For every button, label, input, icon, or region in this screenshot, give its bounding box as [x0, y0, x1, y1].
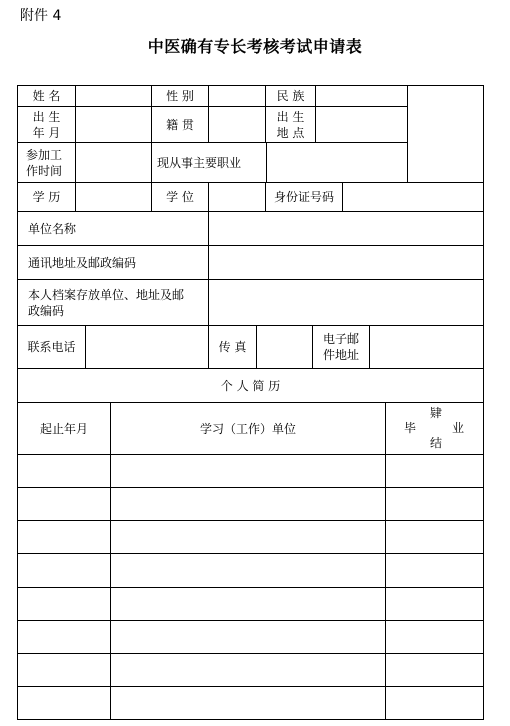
- resume-cell-unit[interactable]: [110, 520, 386, 554]
- resume-cell-status[interactable]: [385, 653, 484, 687]
- resume-cell-unit[interactable]: [110, 487, 386, 521]
- resume-cell-unit[interactable]: [110, 454, 386, 488]
- employer-field[interactable]: [208, 211, 484, 246]
- birthplace-label: 出 生 地 点: [265, 106, 316, 143]
- resume-cell-period[interactable]: [17, 520, 111, 554]
- resume-cell-status[interactable]: [385, 620, 484, 654]
- email-field[interactable]: [369, 325, 484, 369]
- birth-date-label: 出 生 年 月: [17, 106, 76, 143]
- archive-field[interactable]: [208, 279, 484, 326]
- ethnicity-label: 民 族: [265, 85, 316, 107]
- id-number-field[interactable]: [342, 182, 484, 212]
- degree-label: 学 位: [151, 182, 209, 212]
- email-label: 电子邮 件地址: [312, 325, 370, 369]
- current-job-field[interactable]: [266, 142, 408, 183]
- resume-cell-status[interactable]: [385, 520, 484, 554]
- resume-cell-unit[interactable]: [110, 553, 386, 588]
- resume-cell-status[interactable]: [385, 487, 484, 521]
- resume-cell-status[interactable]: [385, 454, 484, 488]
- photo-area: [407, 85, 484, 183]
- current-job-label: 现从事主要职业: [151, 142, 267, 183]
- birthplace-field[interactable]: [315, 106, 408, 143]
- resume-col-status: 肄 毕 业 结: [385, 402, 484, 455]
- resume-cell-status[interactable]: [385, 553, 484, 588]
- resume-cell-unit[interactable]: [110, 587, 386, 621]
- work-start-label: 参加工 作时间: [17, 142, 76, 183]
- resume-col-period: 起止年月: [17, 402, 111, 455]
- origin-field[interactable]: [208, 106, 266, 143]
- phone-field[interactable]: [85, 325, 209, 369]
- id-number-label: 身份证号码: [265, 182, 343, 212]
- origin-label: 籍 贯: [151, 106, 209, 143]
- phone-label: 联系电话: [17, 325, 86, 369]
- form-title: 中医确有专长考核考试申请表: [147, 37, 363, 56]
- education-field[interactable]: [75, 182, 152, 212]
- resume-cell-unit[interactable]: [110, 653, 386, 687]
- archive-label: 本人档案存放单位、地址及邮 政编码: [17, 279, 209, 326]
- resume-cell-period[interactable]: [17, 686, 111, 720]
- resume-cell-period[interactable]: [17, 553, 111, 588]
- resume-col-unit: 学习（工作）单位: [110, 402, 386, 455]
- name-field[interactable]: [75, 85, 152, 107]
- gender-label: 性 别: [151, 85, 209, 107]
- address-field[interactable]: [208, 245, 484, 280]
- degree-field[interactable]: [208, 182, 266, 212]
- education-label: 学 历: [17, 182, 76, 212]
- resume-cell-period[interactable]: [17, 620, 111, 654]
- address-label: 通讯地址及邮政编码: [17, 245, 209, 280]
- attachment-label: 附件 4: [20, 8, 62, 24]
- resume-cell-period[interactable]: [17, 587, 111, 621]
- work-start-field[interactable]: [75, 142, 152, 183]
- resume-cell-unit[interactable]: [110, 620, 386, 654]
- resume-cell-period[interactable]: [17, 487, 111, 521]
- resume-cell-status[interactable]: [385, 686, 484, 720]
- resume-cell-period[interactable]: [17, 653, 111, 687]
- resume-heading: 个 人 简 历: [17, 368, 484, 403]
- ethnicity-field[interactable]: [315, 85, 408, 107]
- name-label: 姓 名: [17, 85, 76, 107]
- resume-cell-unit[interactable]: [110, 686, 386, 720]
- resume-cell-period[interactable]: [17, 454, 111, 488]
- gender-field[interactable]: [208, 85, 266, 107]
- birth-date-field[interactable]: [75, 106, 152, 143]
- resume-cell-status[interactable]: [385, 587, 484, 621]
- employer-label: 单位名称: [17, 211, 209, 246]
- fax-field[interactable]: [256, 325, 313, 369]
- fax-label: 传 真: [208, 325, 257, 369]
